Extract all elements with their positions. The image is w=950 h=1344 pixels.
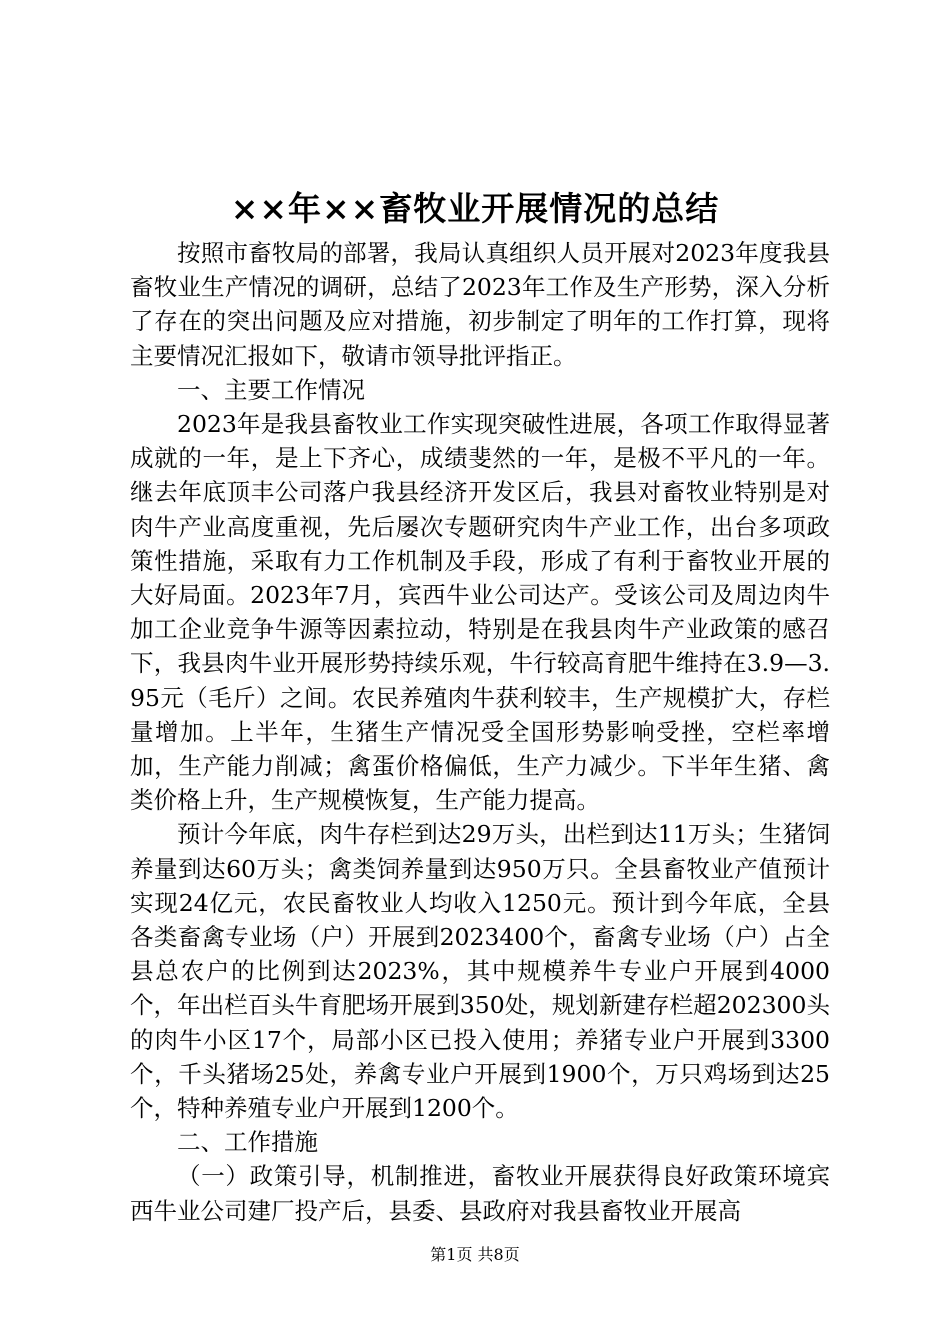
section-heading-measures: 二、工作措施 [177, 1128, 318, 1157]
section-heading-main-work: 一、主要工作情况 [177, 375, 365, 404]
main-work-paragraph-2: 预计今年底，肉牛存栏到达29万头，出栏到达11万头；生猪饲养量到达60万头；禽类饲养量到达950万只。全县畜牧业产值预计实现24亿元，农民畜牧业人均收入1250元。预计到今年底，全县各类畜禽专业场（户）开展到2023400个，畜禽专业场（户）占全县总农户的比例到达2023%，其中规模养牛专业户开展到4000个，年出栏百头牛育肥场开展到350处，规划新建存栏超202300头的肉牛小区17个，局部小区已投入使用；养猪专业户开展到3300个，千头猪场25处，养禽专业户开展到1900个，万只鸡场到达25个，特种养殖专业户开展到1200个。 [130, 820, 830, 1123]
main-work-paragraph-1: 2023年是我县畜牧业工作实现突破性进展，各项工作取得显著成就的一年，是上下齐心，成绩斐然的一年，是极不平凡的一年。继去年底顶丰公司落户我县经济开发区后，我县对畜牧业特别是对肉牛产业高度重视，先后屡次专题研究肉牛产业工作，出台多项政策性措施，采取有力工作机制及手段，形成了有利于畜牧业开展的大好局面。2023年7月，宾西牛业公司达产。受该公司及周边肉牛加工企业竞争牛源等因素拉动，特别是在我县肉牛产业政策的感召下，我县肉牛业开展形势持续乐观，牛行较高育肥牛维持在3.9—3.95元（毛斤）之间。农民养殖肉牛获利较丰，生产规模扩大，存栏量增加。上半年，生猪生产情况受全国形势影响受挫，空栏率增加，生产能力削减；禽蛋价格偏低，生产力减少。下半年生猪、禽类价格上升，生产规模恢复，生产能力提高。 [130, 410, 830, 815]
intro-paragraph: 按照市畜牧局的部署，我局认真组织人员开展对2023年度我县畜牧业生产情况的调研，总结了2023年工作及生产形势，深入分析了存在的突出问题及应对措施，初步制定了明年的工作打算，现将主要情况汇报如下，敬请市领导批评指正。 [130, 239, 830, 370]
measures-paragraph-1: （一）政策引导，机制推进，畜牧业开展获得良好政策环境宾西牛业公司建厂投产后，县委、县政府对我县畜牧业开展高 [130, 1162, 830, 1225]
document-title: ××年××畜牧业开展情况的总结 [230, 189, 720, 228]
page-number-footer: 第1页 共8页 [430, 1245, 520, 1264]
document-body [130, 236, 830, 1228]
